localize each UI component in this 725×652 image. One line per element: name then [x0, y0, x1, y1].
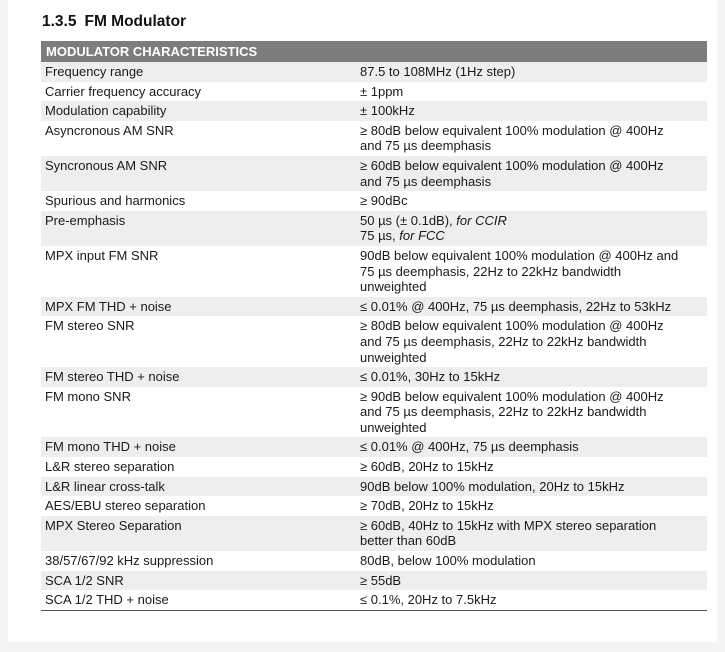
- table-row: [41, 297, 707, 317]
- value-cell: [355, 121, 707, 156]
- value-cell: [355, 191, 707, 211]
- param-cell: Pre-emphasis: [41, 211, 355, 246]
- value-line: [360, 228, 703, 244]
- value-line: unweighted: [360, 349, 427, 365]
- param-cell: L&R stereo separation: [45, 459, 175, 475]
- table-row: [41, 496, 707, 516]
- value-line: ≥ 60dB, 20Hz to 15kHz: [360, 459, 494, 475]
- value-line: better than 60dB: [360, 533, 457, 549]
- value-line: ≥ 55dB: [360, 572, 402, 588]
- param-cell: SCA 1/2 SNR: [41, 571, 355, 591]
- value-line: ≤ 0.1%, 20Hz to 7.5kHz: [360, 592, 497, 608]
- param-cell: AES/EBU stereo separation: [45, 498, 206, 514]
- table-row: [41, 316, 707, 367]
- table-row: [41, 121, 707, 156]
- table-row: [41, 191, 707, 211]
- document-page: [8, 0, 717, 642]
- value-cell: [355, 156, 707, 191]
- value-cell: [355, 590, 707, 610]
- value-line: ≤ 0.01% @ 400Hz, 75 µs deemphasis: [360, 439, 579, 455]
- value-cell: [355, 101, 707, 121]
- value-text: 50 µs (± 0.1dB),: [360, 212, 457, 228]
- value-line: ≥ 90dB below equivalent 100% modulation @ 400Hz: [360, 388, 664, 404]
- table-row: [41, 211, 707, 246]
- spec-table: [41, 41, 707, 611]
- value-text-italic: for FCC: [399, 228, 445, 244]
- value-line: and 75 µs deemphasis: [360, 173, 492, 189]
- value-cell: [355, 477, 707, 497]
- param-cell: Frequency range: [41, 62, 355, 82]
- value-line: ≥ 70dB, 20Hz to 15kHz: [360, 498, 494, 514]
- value-line: ≥ 80dB below equivalent 100% modulation @ 400Hz: [360, 318, 664, 334]
- param-cell: FM stereo THD + noise: [41, 367, 355, 387]
- value-line: [360, 213, 703, 229]
- value-line: ≥ 60dB, 40Hz to 15kHz with MPX stereo separation: [360, 517, 657, 533]
- value-cell: [355, 571, 707, 591]
- param-cell: 38/57/67/92 kHz suppression: [45, 553, 214, 569]
- value-text: 75 µs,: [360, 228, 400, 244]
- value-line: ± 100kHz: [360, 103, 415, 119]
- value-line: and 75 µs deemphasis, 22Hz to 22kHz bandwidth: [360, 333, 647, 349]
- param-cell: MPX Stereo Separation: [41, 516, 355, 551]
- table-row: [41, 156, 707, 191]
- value-line: unweighted: [360, 419, 427, 435]
- param-cell: SCA 1/2 THD + noise: [41, 590, 355, 610]
- table-row: [41, 101, 707, 121]
- param-cell: FM stereo SNR: [45, 318, 135, 334]
- value-cell: [355, 496, 707, 516]
- value-cell: [355, 62, 707, 82]
- value-cell: [355, 457, 707, 477]
- value-cell: [355, 437, 707, 457]
- table-row: [41, 551, 707, 571]
- value-line: 87.5 to 108MHz (1Hz step): [360, 64, 516, 79]
- table-header: MODULATOR CHARACTERISTICS: [41, 41, 707, 62]
- param-cell: MPX FM THD + noise: [41, 297, 355, 317]
- value-cell: [355, 297, 707, 317]
- param-cell: MPX input FM SNR: [45, 247, 159, 263]
- value-line: ≥ 80dB below equivalent 100% modulation @ 400Hz: [360, 122, 664, 138]
- param-cell: Carrier frequency accuracy: [45, 83, 202, 99]
- section-heading: [42, 13, 186, 31]
- param-cell: Asyncronous AM SNR: [45, 122, 174, 138]
- table-row: [41, 437, 707, 457]
- table-row: [41, 387, 707, 438]
- table-row: [41, 571, 707, 591]
- value-cell: [355, 316, 707, 367]
- value-line: ≤ 0.01% @ 400Hz, 75 µs deemphasis, 22Hz to 53kHz: [360, 298, 672, 314]
- table-row: [41, 82, 707, 102]
- value-line: and 75 µs deemphasis: [360, 138, 492, 154]
- value-cell: [355, 82, 707, 102]
- value-line: 90dB below 100% modulation, 20Hz to 15kHz: [360, 478, 625, 494]
- value-cell: [355, 211, 707, 246]
- table-row: [41, 62, 707, 82]
- value-line: unweighted: [360, 279, 427, 295]
- value-line: 80dB, below 100% modulation: [360, 553, 536, 569]
- param-cell: Spurious and harmonics: [45, 193, 186, 209]
- param-cell: FM mono THD + noise: [41, 437, 355, 457]
- value-line: 90dB below equivalent 100% modulation @ 400Hz and: [360, 247, 679, 263]
- table-row: [41, 590, 707, 610]
- param-cell: L&R linear cross-talk: [41, 477, 355, 497]
- table-row: [41, 246, 707, 297]
- value-cell: [355, 516, 707, 551]
- value-line: and 75 µs deemphasis, 22Hz to 22kHz bandwidth: [360, 404, 647, 420]
- value-text-italic: for CCIR: [456, 212, 507, 228]
- value-cell: [355, 387, 707, 438]
- section-title: FM Modulator: [84, 13, 187, 30]
- value-line: ± 1ppm: [360, 83, 404, 99]
- param-cell: Modulation capability: [41, 101, 355, 121]
- value-line: 75 µs deemphasis, 22Hz to 22kHz bandwidth: [360, 263, 622, 279]
- value-line: ≥ 60dB below equivalent 100% modulation @ 400Hz: [360, 157, 664, 173]
- value-cell: [355, 551, 707, 571]
- section-number: 1.3.5: [42, 13, 77, 30]
- value-line: ≤ 0.01%, 30Hz to 15kHz: [360, 369, 501, 385]
- table-row: [41, 516, 707, 551]
- value-line: ≥ 90dBc: [360, 193, 408, 209]
- table-row: [41, 477, 707, 497]
- param-cell: FM mono SNR: [45, 388, 131, 404]
- table-row: [41, 367, 707, 387]
- table-row: [41, 457, 707, 477]
- param-cell: Syncronous AM SNR: [41, 156, 355, 191]
- value-cell: [355, 367, 707, 387]
- value-cell: [355, 246, 707, 297]
